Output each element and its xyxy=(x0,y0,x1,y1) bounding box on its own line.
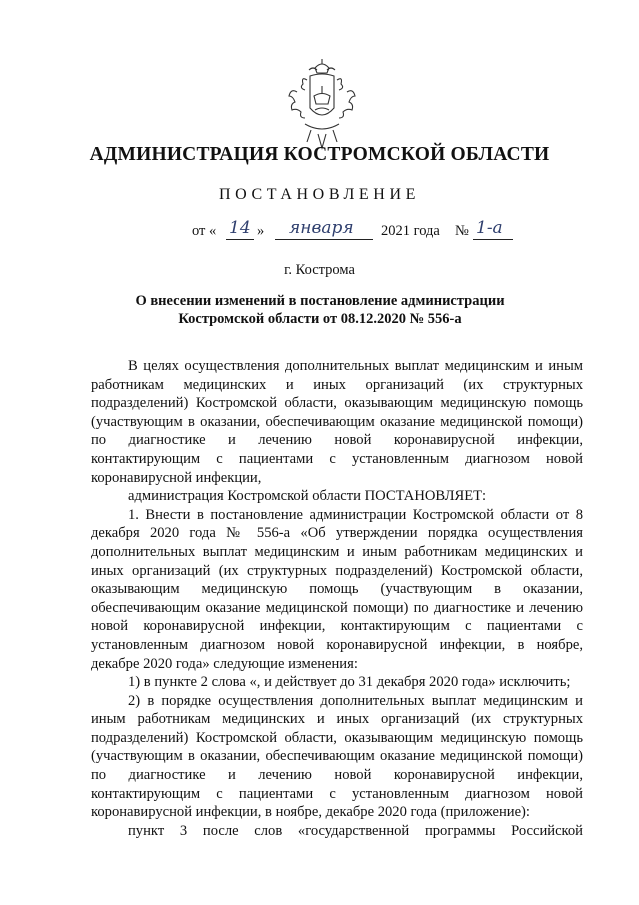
item-1-1-paragraph: 1) в пункте 2 слова «, и действует до 31 декабря 2020 года» исключить; xyxy=(128,674,571,691)
coat-of-arms-icon xyxy=(285,58,359,150)
subject-line-1: О внесении изменений в постановление администрации xyxy=(135,293,505,309)
date-month-underline xyxy=(275,239,373,240)
document-subject xyxy=(120,292,520,328)
subject-line-2: Костромской области от 08.12.2020 № 556-а xyxy=(178,311,462,327)
date-prefix: от « xyxy=(192,223,217,239)
number-underline xyxy=(473,239,513,240)
date-day-handwritten: 14 xyxy=(229,218,251,238)
city: г. Кострома xyxy=(284,262,355,278)
organization-title: АДМИНИСТРАЦИЯ КОСТРОМСКОЙ ОБЛАСТИ xyxy=(89,144,550,165)
decree-paragraph: администрация Костромской области ПОСТАНОВЛЯЕТ: xyxy=(128,488,487,505)
date-day-close: » xyxy=(257,223,265,239)
date-month-handwritten: января xyxy=(289,218,354,238)
date-year: 2021 года xyxy=(381,223,440,239)
number-prefix: № xyxy=(455,223,469,239)
item-1-2-a-paragraph: пункт 3 после слов «государственной программы Российской xyxy=(128,822,583,839)
date-day-underline xyxy=(226,239,254,240)
date-line xyxy=(0,220,639,246)
document-type: ПОСТАНОВЛЕНИЕ xyxy=(219,186,420,203)
item-1-2-paragraph: 2) в порядке осуществления дополнительных выплат медицинским и иным работникам медицинских и иных организаций (их структурных подразделений) Костромской области, оказывающим медицинскую помощь (участвующим в оказании, обеспечивающим оказание медицинской помощи) по диагностике и лечению новой коронавирусной инфекции, контактирующим с пациентами с установленным диагнозом новой коронавирусной инфекции, в ноябре, декабре 2020 года (приложение): xyxy=(91,692,583,821)
item-1-paragraph: 1. Внести в постановление администрации Костромской области от 8 декабря 2020 года № 556-а «Об утверждении порядка осуществления дополнительных выплат медицинским и иным работникам медицинских и иных организаций (их структурных подразделений) Костромской области, оказывающим медицинскую помощь (участвующим в оказании, обеспечивающим оказание медицинской помощи) по диагностике и лечению новой коронавирусной инфекции, контактирующим с пациентами с установленным диагнозом новой коронавирусной инфекции, в ноябре, декабре 2020 года» следующие изменения: xyxy=(91,506,583,672)
document-number-handwritten: 1-а xyxy=(476,218,503,238)
document-body xyxy=(91,357,583,840)
preamble-paragraph: В целях осуществления дополнительных выплат медицинским и иным работникам медицинских и иных организаций (их структурных подразделений) Костромской области, оказывающим медицинскую помощь (участвующим в оказании, обеспечивающим оказание медицинской помощи) по диагностике и лечению новой коронавирусной инфекции, контактирующим с пациентами с установленным диагнозом новой коронавирусной инфекции, xyxy=(91,358,583,486)
